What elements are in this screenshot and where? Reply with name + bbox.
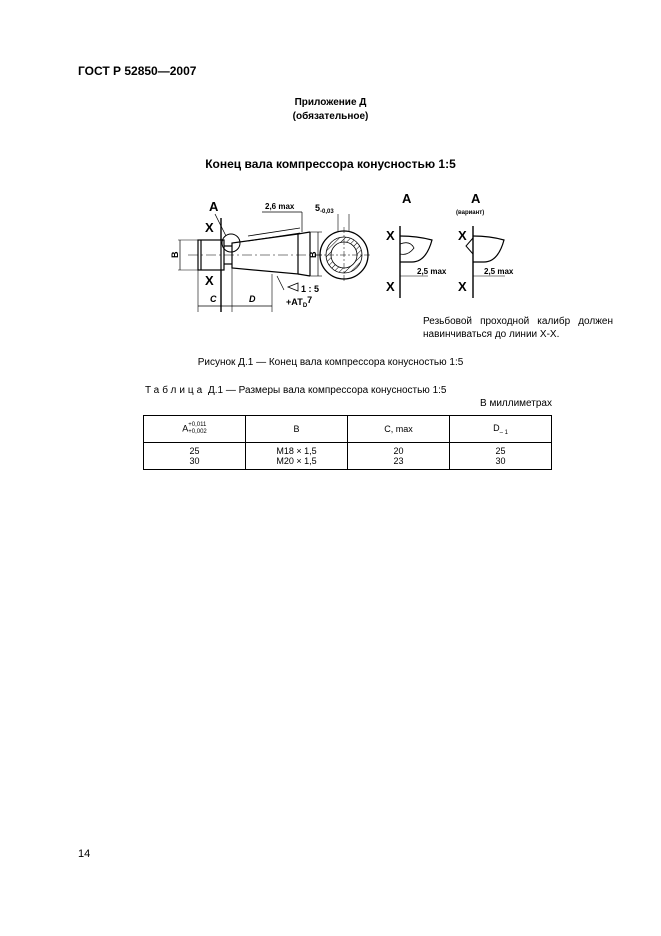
variant-note: (вариант) [456,210,485,216]
x-mark-variant-bottom: X [458,279,467,294]
dim-2-5-max-a: 2,5 max [417,267,447,276]
shaft-end-drawing [0,0,661,340]
cell-b: M18 × 1,5 M20 × 1,5 [246,443,348,470]
table-header-row [144,416,552,443]
units-label: В миллиметрах [480,398,552,409]
table-caption-text: Д.1 — Размеры вала компрессора конусностью 1:5 [208,385,447,396]
header-a: А+0,011 +0,002 [144,416,246,443]
header-b: В [246,416,348,443]
cell-c: 20 23 [348,443,450,470]
view-a-variant-label: А [471,191,481,206]
cell-d: 25 30 [450,443,552,470]
taper-section [232,234,298,274]
header-c: С, max [348,416,450,443]
dim-b-right: В [308,251,318,258]
page-number: 14 [78,848,91,860]
dim-2-5-max-variant: 2,5 max [484,267,514,276]
view-a-label: А [402,191,412,206]
dim-2-6-max: 2,6 max [265,202,295,211]
annex-status: (обязательное) [292,111,369,122]
table-caption [145,385,447,396]
table-row [144,443,552,470]
detail-view-a-variant [466,226,505,298]
end-view [316,227,372,283]
section-title: Конец вала компрессора конусностью 1:5 [205,157,456,171]
dim-b-left: В [170,251,180,258]
x-mark-variant-top: X [458,228,467,243]
detail-view-a [400,226,432,298]
detail-a-label: А [209,199,219,214]
dim-d: D [249,294,256,304]
dim-5: $5_{-0,03}$ [315,203,334,215]
figure-caption: Рисунок Д.1 — Конец вала компрессора конусностью 1:5 [197,357,464,368]
taper-tolerance: $+АТ_D7$ [286,295,313,309]
x-mark-top: X [205,220,214,235]
dim-c: С [210,294,217,304]
table-caption-label: Таблица [145,385,206,396]
x-mark-a-bottom: X [386,279,395,294]
x-mark-a-top: X [386,228,395,243]
annex-label: Приложение Д [294,97,367,108]
side-view [188,228,322,276]
taper-ratio: 1 : 5 [301,284,320,294]
header-d: $D_{- 1}$ [450,416,552,443]
dimensions-table [143,415,552,470]
x-mark-bottom: X [205,273,214,288]
cell-a: 25 30 [144,443,246,470]
gauge-note: Резьбовой проходной калибр должен навинчиваться до линии Х-Х. [423,316,613,340]
document-code: ГОСТ Р 52850—2007 [78,64,197,78]
